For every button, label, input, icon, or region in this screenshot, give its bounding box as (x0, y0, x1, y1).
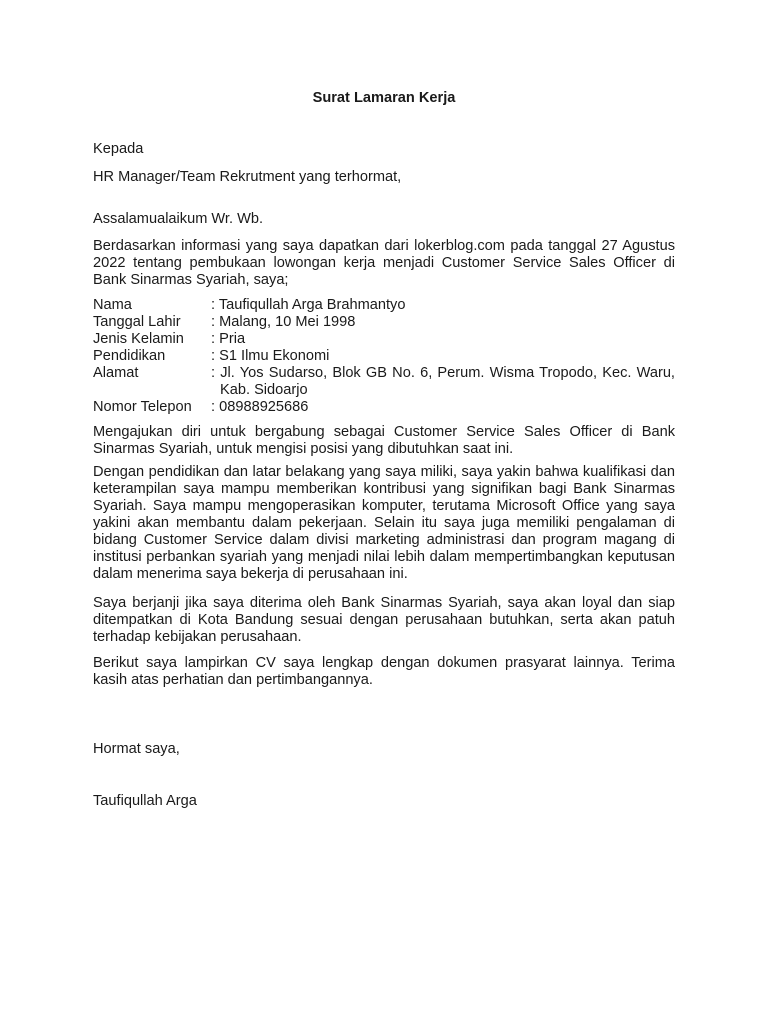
detail-label: Jenis Kelamin (93, 331, 184, 347)
body-paragraph: Saya berjanji jika saya diterima oleh Bank Sinarmas Syariah, saya akan loyal dan siap ditempatkan di Kota Bandung sesuai dengan perusahaan butuhkan, serta akan patuh terhadap kebijakan perusahaan. (93, 595, 675, 645)
detail-label: Nama (93, 297, 132, 313)
greeting: Assalamualaikum Wr. Wb. (93, 211, 264, 227)
closing-line: Hormat saya, (93, 741, 180, 757)
signature-name: Taufiqullah Arga (93, 793, 197, 809)
to-label: Kepada (93, 141, 144, 157)
detail-row-birth (93, 314, 675, 331)
detail-label: Alamat (93, 365, 139, 381)
detail-value: : Malang, 10 Mei 1998 (211, 314, 356, 330)
detail-label: Pendidikan (93, 348, 166, 364)
detail-row-phone (93, 399, 675, 416)
applicant-details (93, 297, 675, 416)
detail-row-gender (93, 331, 675, 348)
detail-value: : S1 Ilmu Ekonomi (211, 348, 330, 364)
intro-paragraph: Berdasarkan informasi yang saya dapatkan dari lokerblog.com pada tanggal 27 Agustus 2022 tentang pembukaan lowongan kerja menjadi Customer Service Sales Officer di Bank Sinarmas Syariah, saya; (93, 238, 675, 288)
body-paragraph: Dengan pendidikan dan latar belakang yang saya miliki, saya yakin bahwa kualifikasi dan keterampilan saya mampu memberikan kontribusi yang signifikan bagi Bank Sinarmas Syariah. Saya mampu mengoperasikan komputer, terutama Microsoft Office yang saya yakini akan membantu dalam pekerjaan. Selain itu saya juga memiliki pengalaman di bidang Customer Service dalam divisi marketing administrasi dan program magang di institusi perbankan syariah yang menjadi nilai lebih dalam mempertimbangkan keputusan dalam menerima saya bekerja di perusahaan ini. (93, 464, 675, 582)
detail-value: : 08988925686 (211, 399, 309, 415)
detail-row-address (93, 365, 675, 399)
detail-value: : Pria (211, 331, 246, 347)
body-paragraph: Berikut saya lampirkan CV saya lengkap dengan dokumen prasyarat lainnya. Terima kasih atas perhatian dan pertimbangannya. (93, 655, 675, 688)
detail-value: : Jl. Yos Sudarso, Blok GB No. 6, Perum. Wisma Tropodo, Kec. Waru, Kab. Sidoarjo (211, 365, 675, 398)
detail-row-name (93, 297, 675, 314)
letter-title: Surat Lamaran Kerja (312, 90, 456, 106)
detail-label: Tanggal Lahir (93, 314, 181, 330)
detail-value: : Taufiqullah Arga Brahmantyo (211, 297, 406, 313)
recipient-line: HR Manager/Team Rekrutment yang terhormat, (93, 169, 402, 185)
body-paragraph: Mengajukan diri untuk bergabung sebagai Customer Service Sales Officer di Bank Sinarmas Syariah, untuk mengisi posisi yang dibutuhkan saat ini. (93, 424, 675, 457)
detail-row-education (93, 348, 675, 365)
detail-label: Nomor Telepon (93, 399, 192, 415)
